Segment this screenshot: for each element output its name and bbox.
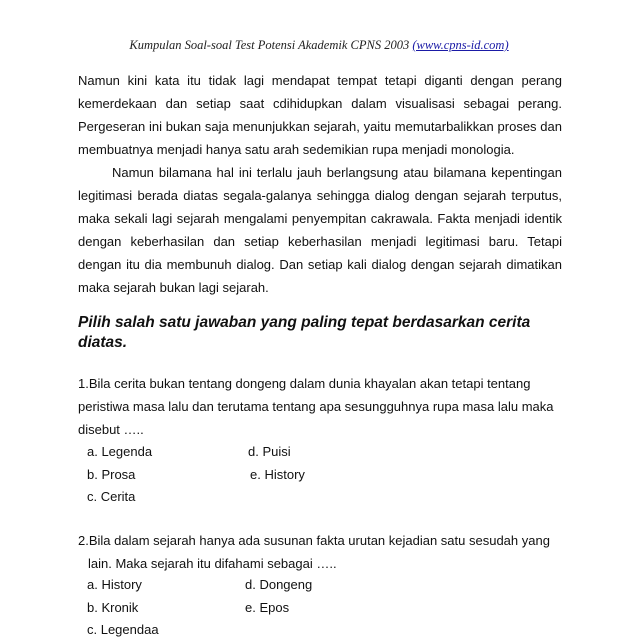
page-header	[0, 38, 638, 53]
paragraph-2	[78, 162, 562, 299]
question-1-option-c: c. Cerita	[87, 489, 136, 504]
question-2-option-e: e. Epos	[245, 600, 290, 615]
question-2-line-1: 2.Bila dalam sejarah hanya ada susunan fakta urutan kejadian satu sesudah yang	[78, 533, 550, 548]
paragraph-1: Namun kini kata itu tidak lagi mendapat tempat tetapi diganti dengan perang kemerdekaan dan setiap saat cdihidupkan dalam visualisasi sebagai perang. Pergeseran ini bukan saja menunjukkan sejarah, yaitu memutarbalikkan proses dan membuatnya menjadi hanya satu arah sedemikian rupa menjadi monologia.	[78, 73, 562, 157]
question-1-option-d: d. Puisi	[248, 444, 291, 459]
question-1-text: 1.Bila cerita bukan tentang dongeng dalam dunia khayalan akan tetapi tentang peristiwa masa lalu dan terutama tentang apa sesungguhnya rupa masa lalu maka disebut …..	[78, 376, 554, 437]
paragraph-2-text: Namun bilamana hal ini terlalu jauh berlangsung atau bilamana kepentingan legitimasi berada diatas segala-galanya sehingga dialog dengan sejarah terputus, maka sekali lagi sejarah mengalami penyempitan cakrawala. Fakta menjadi identik dengan keberhasilan dan setiap keberhasilan menjadi legitimasi baru. Tetapi dengan itu dia membunuh dialog. Dan setiap kali dialog dengan sejarah dimatikan maka sejarah bukan lagi sejarah.	[78, 165, 562, 295]
question-2-option-c: c. Legendaa	[87, 622, 159, 637]
question-2-option-d: d. Dongeng	[245, 577, 313, 592]
question-1-option-b: b. Prosa	[87, 467, 136, 482]
question-2-option-a: a. History	[87, 577, 142, 592]
question-2-option-b: b. Kronik	[87, 600, 139, 615]
instruction-heading: Pilih salah satu jawaban yang paling tepat berdasarkan cerita diatas.	[78, 314, 531, 351]
header-title: Kumpulan Soal-soal Test Potensi Akademik CPNS 2003	[129, 38, 410, 52]
question-2-line-2: lain. Maka sejarah itu difahami sebagai …..	[88, 555, 337, 571]
question-2-text	[78, 530, 562, 576]
header-link[interactable]: (www.cpns-id.com)	[412, 38, 509, 52]
question-1-option-e: e. History	[250, 467, 305, 482]
question-1-option-a: a. Legenda	[87, 444, 153, 459]
